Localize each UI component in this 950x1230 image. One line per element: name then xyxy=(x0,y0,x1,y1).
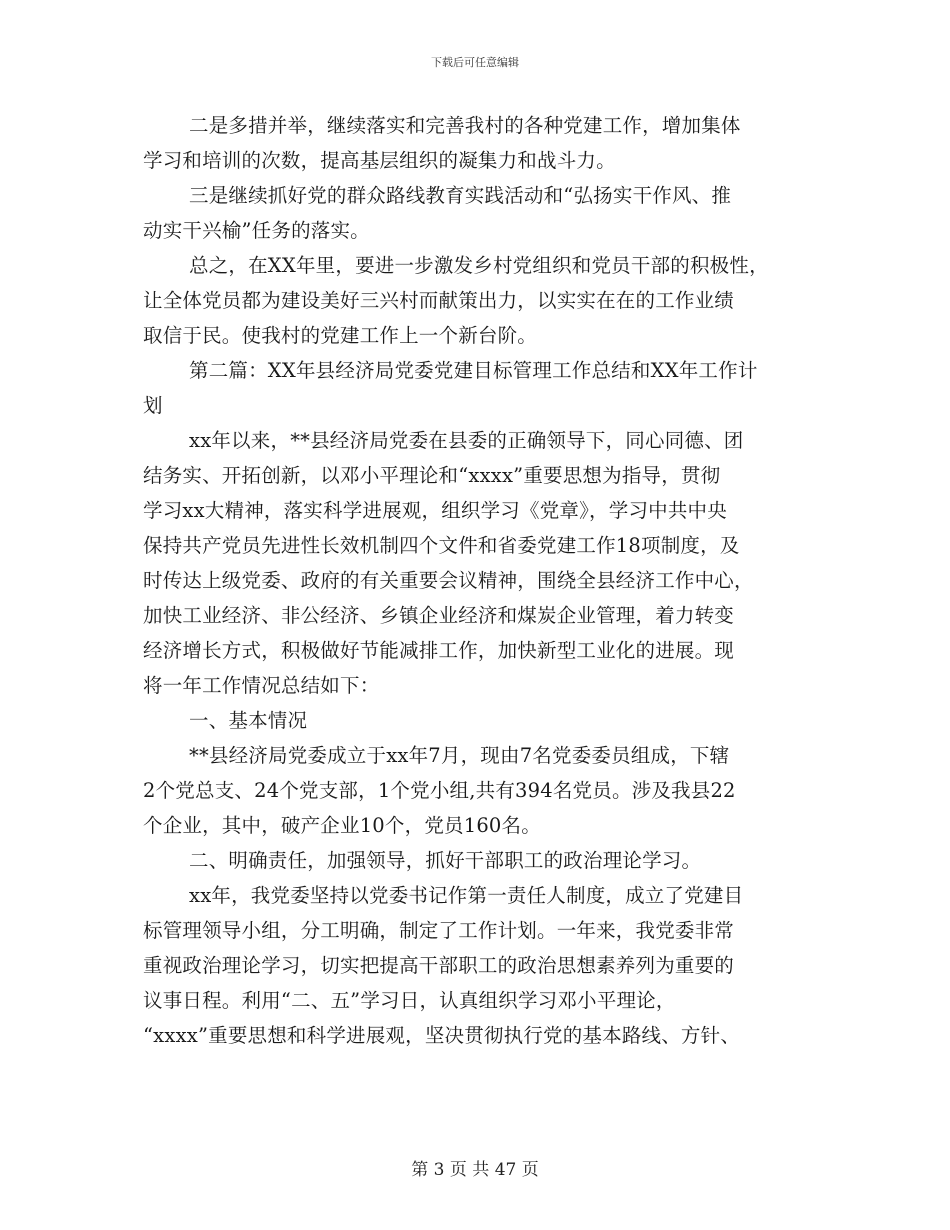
text-line: 学习和培训的次数，提高基层组织的凝集力和战斗力。 xyxy=(143,149,616,172)
text-line: 总之，在XX年里，要进一步激发乡村党组织和党员干部的积极性， xyxy=(189,254,769,277)
document-body xyxy=(143,108,813,1053)
text-line: 个企业，其中，破产企业10个，党员160名。 xyxy=(143,814,541,837)
text-line: 将一年工作情况总结如下： xyxy=(143,674,380,697)
text-line: 取信于民。使我村的党建工作上一个新台阶。 xyxy=(143,324,538,347)
text-line: 重视政治理论学习，切实把提高干部职工的政治思想素养列为重要的 xyxy=(143,954,735,977)
text-line: 动实干兴榆”任务的落实。 xyxy=(143,219,370,242)
text-line: 三是继续抓好党的群众路线教育实践活动和“弘扬实干作风、推 xyxy=(189,184,732,207)
text-line: 第二篇：XX年县经济局党委党建目标管理工作总结和XX年工作计 xyxy=(189,359,758,382)
text-line: 议事日程。利用“二、五”学习日，认真组织学习邓小平理论， xyxy=(143,989,676,1012)
page-footer: 第 3 页 共 47 页 xyxy=(411,1160,539,1180)
text-line: 经济增长方式，积极做好节能减排工作，加快新型工业化的进展。现 xyxy=(143,639,735,662)
text-line: 保持共产党员先进性长效机制四个文件和省委党建工作18项制度，及 xyxy=(143,534,740,557)
text-line: 加快工业经济、非公经济、乡镇企业经济和煤炭企业管理，着力转变 xyxy=(143,604,735,627)
text-line: 让全体党员都为建设美好三兴村而献策出力，以实实在在的工作业绩 xyxy=(143,289,735,312)
text-line: 标管理领导小组，分工明确，制定了工作计划。一年来，我党委非常 xyxy=(143,919,735,942)
text-line: 划 xyxy=(143,394,163,417)
text-line: 时传达上级党委、政府的有关重要会议精神，围绕全县经济工作中心， xyxy=(143,569,754,592)
text-line: xx年以来，**县经济局党委在县委的正确领导下，同心同德、团 xyxy=(189,429,744,452)
text-line: 2个党总支、24个党支部，1个党小组,共有394名党员。涉及我县22 xyxy=(143,779,736,802)
text-line: **县经济局党委成立于xx年7月，现由7名党委委员组成，下辖 xyxy=(189,744,730,767)
text-line: 二是多措并举，继续落实和完善我村的各种党建工作，增加集体 xyxy=(189,114,741,137)
text-line: 学习xx大精神，落实科学进展观，组织学习《党章》，学习中共中央 xyxy=(143,499,727,522)
text-line: 一、基本情况 xyxy=(189,709,308,732)
page-header: 下载后可任意编辑 xyxy=(431,56,519,69)
text-line: xx年，我党委坚持以党委书记作第一责任人制度，成立了党建目 xyxy=(189,884,744,907)
text-line: 结务实、开拓创新，以邓小平理论和“xxxx”重要思想为指导，贯彻 xyxy=(143,464,721,487)
text-line: 二、明确责任，加强领导，抓好干部职工的政治理论学习。 xyxy=(189,849,702,872)
text-line: “xxxx”重要思想和科学进展观，坚决贯彻执行党的基本路线、方针、 xyxy=(143,1024,741,1047)
